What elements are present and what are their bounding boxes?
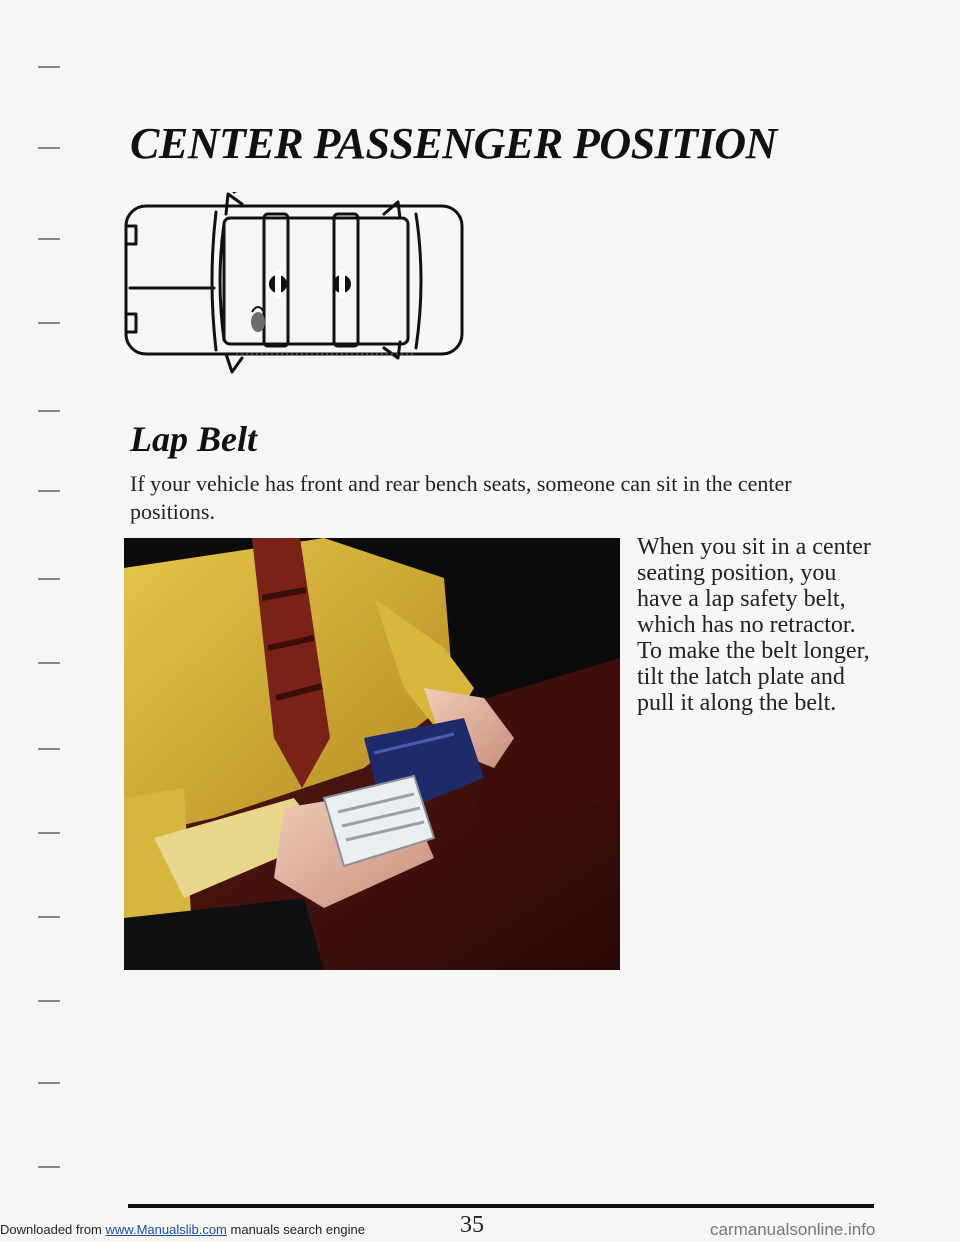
margin-tick (38, 916, 60, 918)
margin-tick (38, 1082, 60, 1084)
margin-tick (38, 322, 60, 324)
margin-tick (38, 832, 60, 834)
car-seating-diagram (116, 192, 476, 374)
margin-tick (38, 748, 60, 750)
footer-rule (128, 1204, 874, 1208)
margin-tick (38, 578, 60, 580)
lap-belt-photo (124, 538, 620, 970)
margin-tick (38, 66, 60, 68)
margin-tick (38, 147, 60, 149)
page-heading: CENTER PASSENGER POSITION (130, 119, 777, 168)
downloaded-from-label: Downloaded from (0, 1222, 102, 1237)
tagline-label: manuals search engine (230, 1222, 365, 1237)
manualslib-link[interactable]: www.Manualslib.com (105, 1222, 227, 1237)
lap-belt-instructions: When you sit in a center seating position, you have a lap safety belt, which has no retractor. To make the belt longer, tilt the latch plate and pull it along the belt. (637, 534, 871, 716)
section-subheading: Lap Belt (130, 419, 257, 459)
margin-tick (38, 1000, 60, 1002)
lap-belt-illustration (124, 538, 620, 970)
margin-tick (38, 490, 60, 492)
margin-tick (38, 1166, 60, 1168)
intro-paragraph: If your vehicle has front and rear bench seats, someone can sit in the center positions. (130, 471, 792, 524)
watermark: carmanualsonline.info (710, 1220, 876, 1239)
margin-tick (38, 238, 60, 240)
margin-tick (38, 410, 60, 412)
page-number: 35 (460, 1212, 484, 1238)
margin-tick (38, 662, 60, 664)
download-credit (0, 1222, 365, 1237)
